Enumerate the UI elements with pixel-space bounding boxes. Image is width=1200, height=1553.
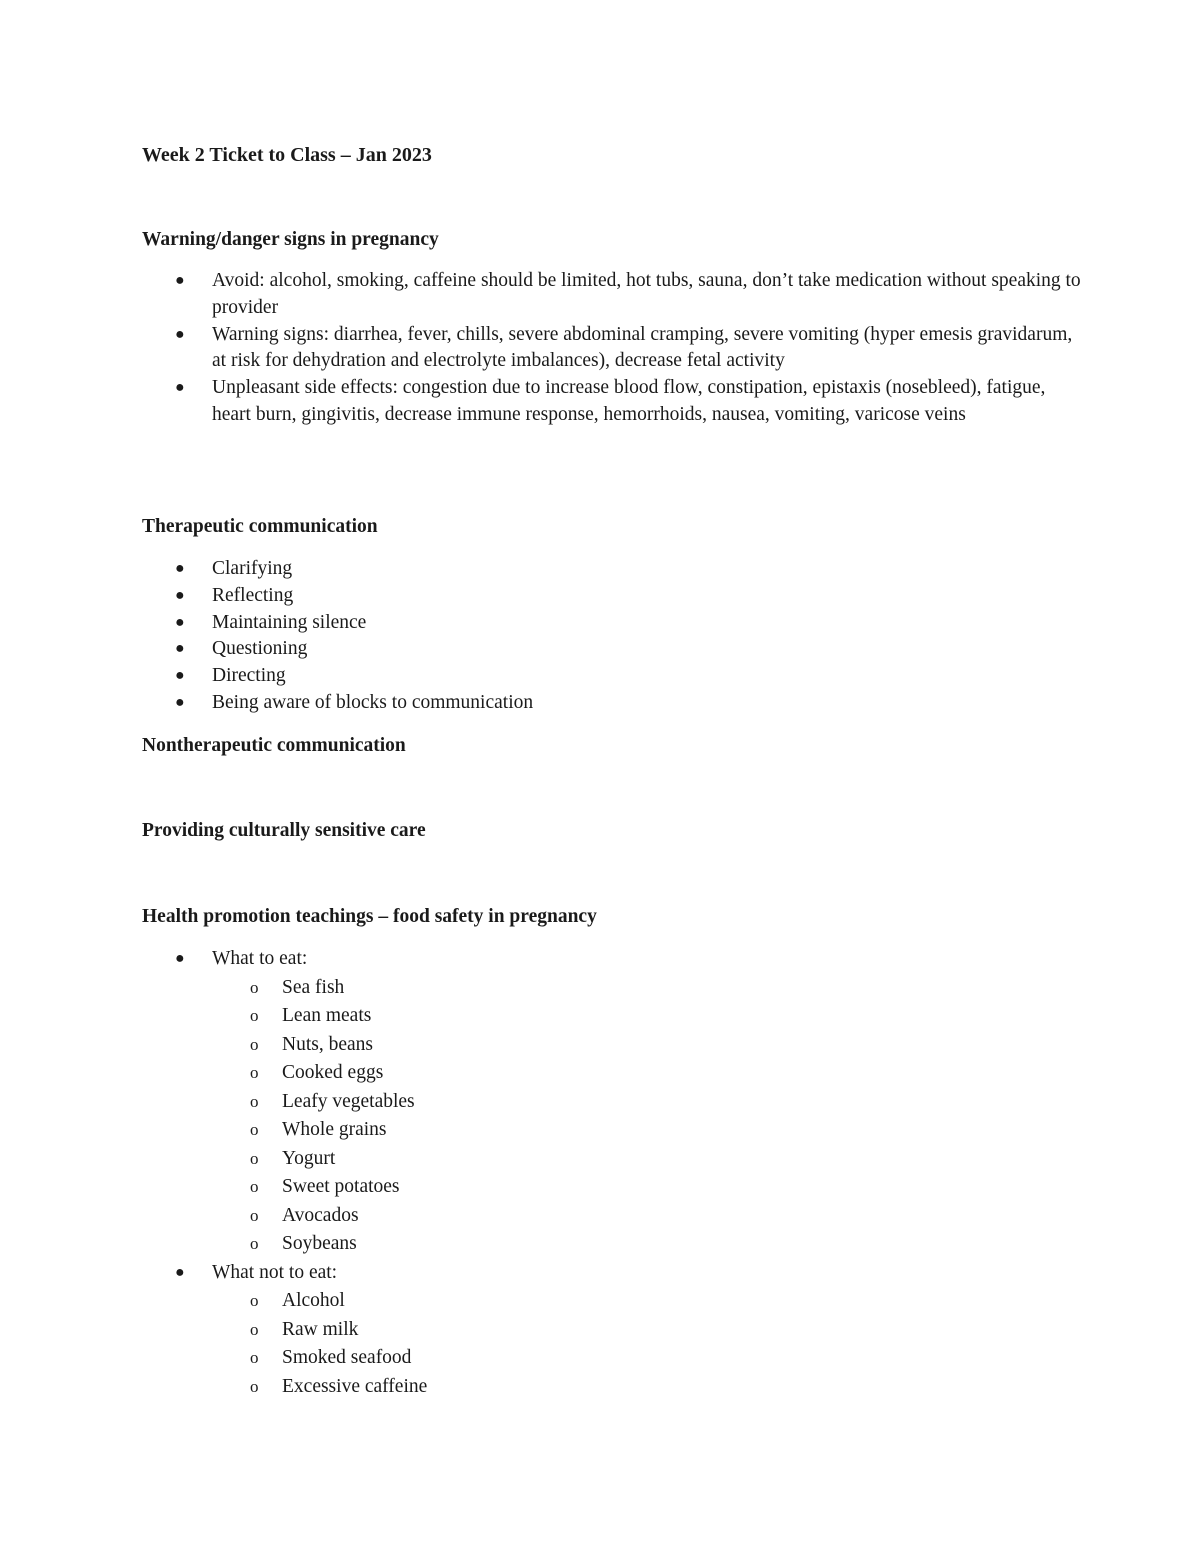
circle-bullet-icon: o [250,1177,259,1196]
list-item [142,556,1082,583]
document-title: Week 2 Ticket to Class – Jan 2023 [142,144,432,166]
sublist-item [212,1202,1082,1231]
heading-culturally-sensitive-care: Providing culturally sensitive care [142,820,426,841]
food-safety-list [142,945,1082,1401]
sublist-item [212,1373,1082,1402]
bullet-icon: ● [175,640,185,658]
list-item [142,663,1082,690]
sublist-item-text: Alcohol [282,1290,345,1311]
heading-food-safety: Health promotion teachings – food safety in pregnancy [142,906,597,927]
list-item-text: Unpleasant side effects: congestion due to increase blood flow, constipation, epistaxis (nosebleed), fatigue, heart burn, gingivitis, decrease immune response, hemorrhoids, nausea, vomiting, varicose veins [212,377,1046,425]
bullet-icon: ● [175,1263,185,1281]
sublist-item [212,974,1082,1003]
sublist-item-text: Avocados [282,1204,359,1226]
sublist-item-text: Raw milk [282,1318,359,1340]
list-item [142,636,1082,663]
sublist-item-text: Sweet potatoes [282,1176,400,1197]
bullet-icon: ● [175,560,185,577]
list-item-text: Questioning [212,638,308,660]
sublist-item [212,1088,1082,1117]
circle-bullet-icon: o [250,1148,259,1168]
list-item-text: Directing [212,665,286,687]
list-item [142,583,1082,610]
list-item [142,610,1082,637]
sublist-item-text: Cooked eggs [282,1062,384,1083]
list-item [142,690,1082,717]
circle-bullet-icon: o [250,1348,259,1367]
list-item-text: Being aware of blocks to communication [212,691,534,713]
bullet-icon: ● [175,272,185,289]
circle-bullet-icon: o [250,1120,259,1139]
list-item-what-not-to-eat [142,1259,1082,1402]
list-item-text: Maintaining silence [212,611,367,633]
sublist-item-text: Nuts, beans [282,1033,373,1055]
what-to-eat-sublist [212,974,1082,1259]
bullet-icon: ● [175,950,185,967]
bullet-icon: ● [175,613,185,631]
sublist-item-text: Whole grains [282,1119,387,1140]
sublist-item-text: Leafy vegetables [282,1090,415,1112]
list-item-text: Clarifying [212,558,293,579]
sublist-item [212,1230,1082,1259]
sublist-item [212,1173,1082,1202]
list-item-text: Avoid: alcohol, smoking, caffeine should be limited, hot tubs, sauna, don’t take medication without speaking to provider [212,270,1081,318]
sublist-item [212,1002,1082,1031]
list-item-text: Warning signs: diarrhea, fever, chills, severe abdominal cramping, severe vomiting (hyper emesis gravidarum, at risk for dehydration and electrolyte imbalances), decrease fetal activity [212,323,1073,372]
sublist-item [212,1145,1082,1174]
sublist-item-text: Excessive caffeine [282,1375,428,1397]
bullet-icon: ● [175,586,185,604]
list-item [142,375,1082,429]
list-item [142,268,1082,322]
sublist-item [212,1316,1082,1345]
list-item [142,322,1082,376]
sublist-item-text: Smoked seafood [282,1347,412,1368]
bullet-icon: ● [175,693,185,711]
sublist-item [212,1059,1082,1088]
circle-bullet-icon: o [250,1091,259,1111]
sublist-item-text: Lean meats [282,1005,372,1026]
circle-bullet-icon: o [250,1006,259,1025]
list-item-what-to-eat [142,945,1082,1259]
sublist-item [212,1031,1082,1060]
circle-bullet-icon: o [250,1234,259,1253]
what-not-to-eat-sublist [212,1287,1082,1401]
circle-bullet-icon: o [250,1376,259,1396]
bullet-icon: ● [175,667,185,685]
heading-nontherapeutic-communication: Nontherapeutic communication [142,735,406,756]
bullet-icon: ● [175,379,185,397]
circle-bullet-icon: o [250,977,259,997]
sublist-item-text: Soybeans [282,1233,357,1254]
therapeutic-communication-list [142,556,1082,717]
sublist-item [212,1344,1082,1373]
sublist-item [212,1116,1082,1145]
sublist-item-text: Sea fish [282,976,345,998]
sublist-item-text: Yogurt [282,1147,336,1169]
list-item-text: What to eat: [212,948,308,969]
list-item-text: What not to eat: [212,1261,338,1283]
circle-bullet-icon: o [250,1205,259,1225]
circle-bullet-icon: o [250,1063,259,1082]
circle-bullet-icon: o [250,1291,259,1310]
heading-therapeutic-communication: Therapeutic communication [142,516,378,537]
list-item-text: Reflecting [212,584,294,606]
circle-bullet-icon: o [250,1034,259,1054]
sublist-item [212,1287,1082,1316]
circle-bullet-icon: o [250,1319,259,1339]
warning-signs-list [142,268,1082,429]
bullet-icon: ● [175,325,185,343]
heading-warning-signs: Warning/danger signs in pregnancy [142,229,439,250]
